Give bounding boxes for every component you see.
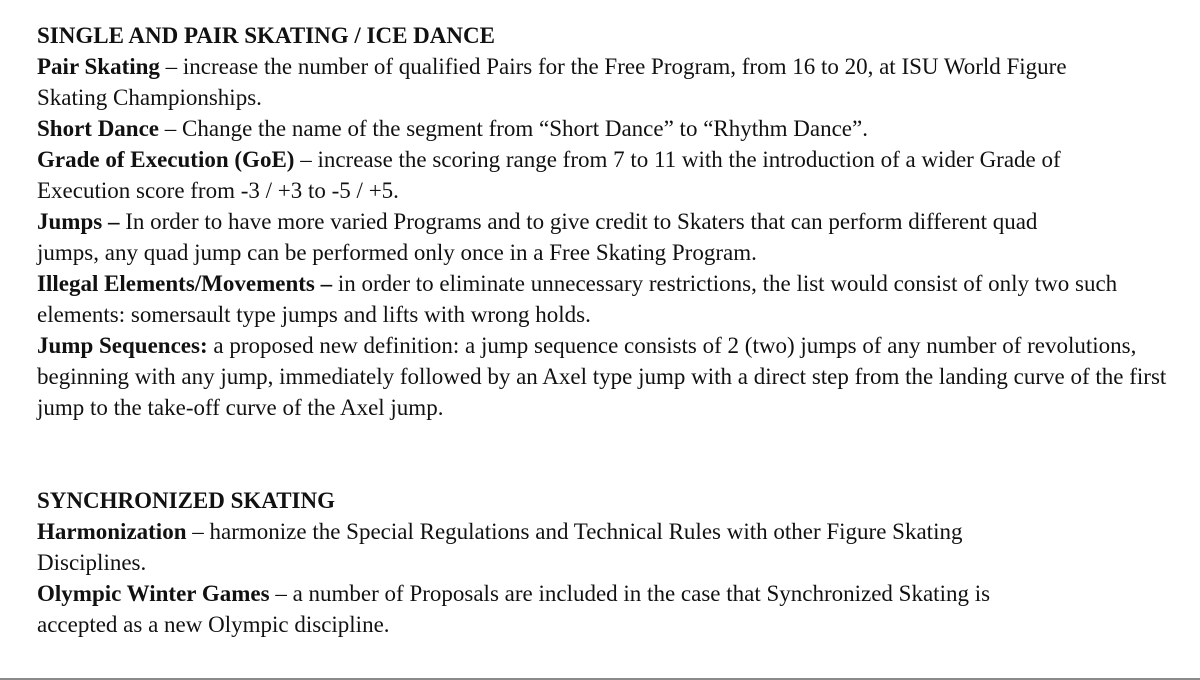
section-heading-synchronized-skating: SYNCHRONIZED SKATING bbox=[37, 488, 335, 513]
item-term: Jumps – bbox=[37, 209, 120, 234]
item-illegal-elements bbox=[37, 268, 1197, 330]
item-text: – Change the name of the segment from “Short Dance” to “Rhythm Dance”. bbox=[159, 116, 868, 141]
item-text: In order to have more varied Programs and to give credit to Skaters that can perform different quad jumps, any quad jump can be performed only once in a Free Skating Program. bbox=[37, 209, 1038, 265]
item-pair-skating bbox=[37, 51, 1127, 113]
item-jump-sequences bbox=[37, 330, 1197, 423]
item-term: Illegal Elements/Movements – bbox=[37, 271, 333, 296]
item-term: Harmonization bbox=[37, 519, 187, 544]
item-text: – harmonize the Special Regulations and Technical Rules with other Figure Skating Disciplines. bbox=[37, 519, 963, 575]
item-short-dance bbox=[37, 113, 1187, 144]
item-harmonization bbox=[37, 516, 1057, 578]
document-body bbox=[37, 20, 1187, 640]
item-text: a proposed new definition: a jump sequence consists of 2 (two) jumps of any number of revolutions, beginning with any jump, immediately followed by an Axel type jump with a direct step from the landing curve of the first jump to the take-off curve of the Axel jump. bbox=[37, 333, 1167, 420]
item-term: Grade of Execution (GoE) bbox=[37, 147, 295, 172]
section-spacer bbox=[37, 423, 1187, 485]
item-text: – a number of Proposals are included in the case that Synchronized Skating is accepted as a new Olympic discipline. bbox=[37, 581, 991, 637]
item-grade-of-execution bbox=[37, 144, 1097, 206]
section-heading-single-pair-ice-dance: SINGLE AND PAIR SKATING / ICE DANCE bbox=[37, 23, 495, 48]
item-text: – increase the scoring range from 7 to 11 with the introduction of a wider Grade of Execution score from -3 / +3 to -5 / +5. bbox=[37, 147, 1061, 203]
item-term: Olympic Winter Games bbox=[37, 581, 270, 606]
item-text: in order to eliminate unnecessary restrictions, the list would consist of only two such elements: somersault type jumps and lifts with wrong holds. bbox=[37, 271, 1118, 327]
item-olympic-winter-games bbox=[37, 578, 1067, 640]
item-term: Jump Sequences: bbox=[37, 333, 208, 358]
item-term: Pair Skating bbox=[37, 54, 160, 79]
item-text: – increase the number of qualified Pairs for the Free Program, from 16 to 20, at ISU World Figure Skating Championships. bbox=[37, 54, 1067, 110]
item-jumps bbox=[37, 206, 1097, 268]
item-term: Short Dance bbox=[37, 116, 160, 141]
